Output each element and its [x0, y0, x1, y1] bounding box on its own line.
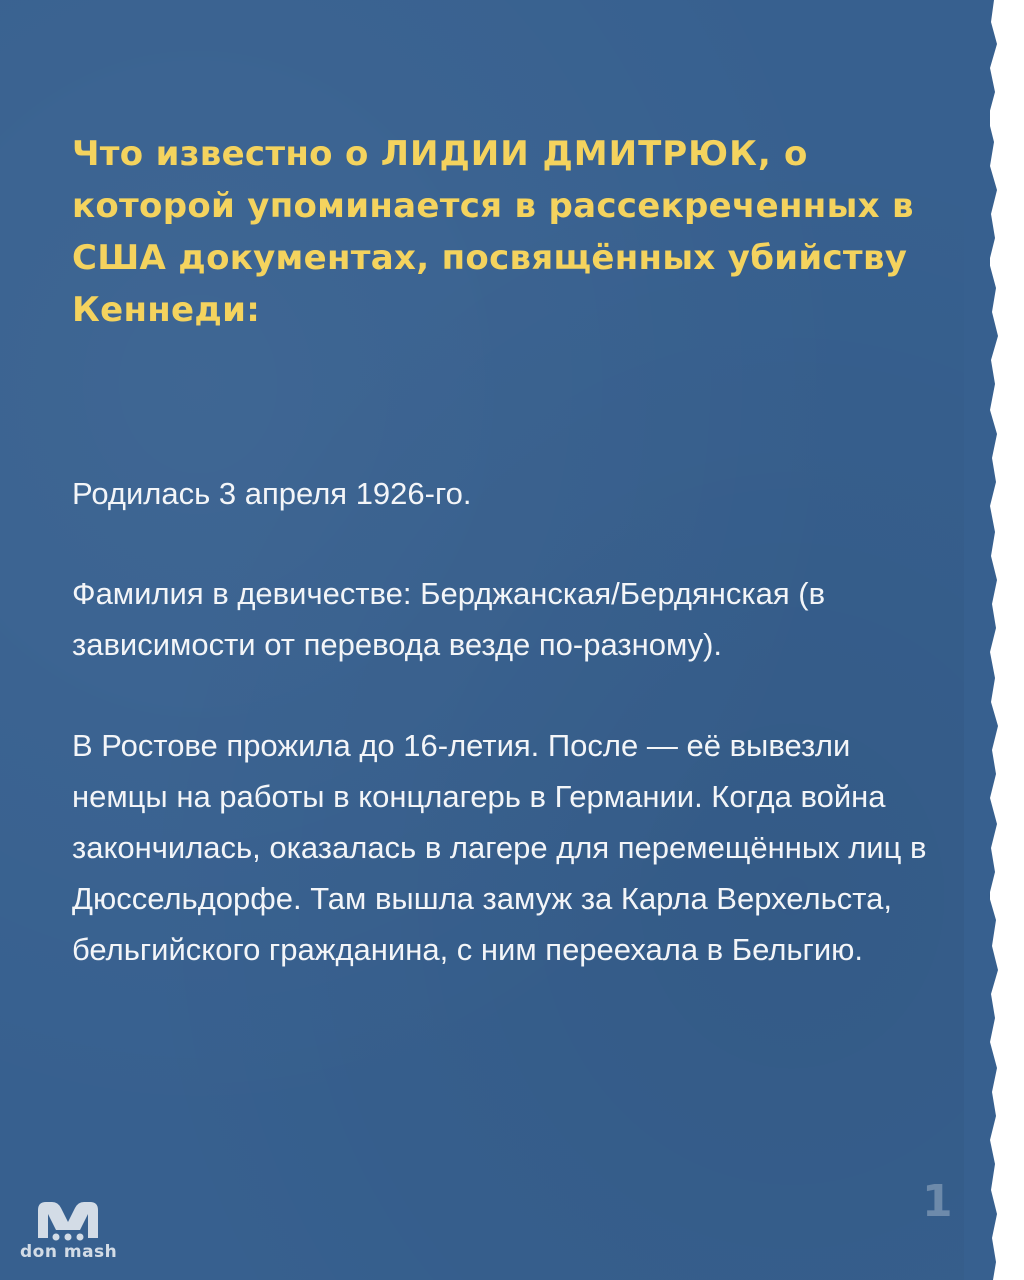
page-number: 1	[922, 1176, 953, 1227]
logo-text: don mash	[20, 1242, 118, 1262]
maiden-name-paragraph: Фамилия в девичестве: Берджанская/Бердянская (в зависимости от перевода везде по-разному).	[72, 576, 826, 662]
torn-paper-edge	[964, 0, 1024, 1280]
headline-rest: о которой упоминается в рассекреченных в США документах, посвящённых убийству Кеннеди:	[72, 134, 914, 330]
headline-intro: Что известно о	[72, 134, 381, 174]
biography-paragraph: В Ростове прожила до 16-летия. После — её вывезли немцы на работы в концлагерь в Германии. Когда война закончилась, оказалась в лагере для перемещённых лиц в Дюссельдорфе. Там вышла замуж за Карла Верхельста, бельгийского гражданина, с ним переехала в Бельгию.	[72, 728, 927, 967]
headline-name: ЛИДИИ ДМИТРЮК,	[380, 134, 772, 174]
headline	[72, 128, 932, 336]
birth-date-paragraph: Родилась 3 апреля 1926-го.	[72, 476, 472, 511]
